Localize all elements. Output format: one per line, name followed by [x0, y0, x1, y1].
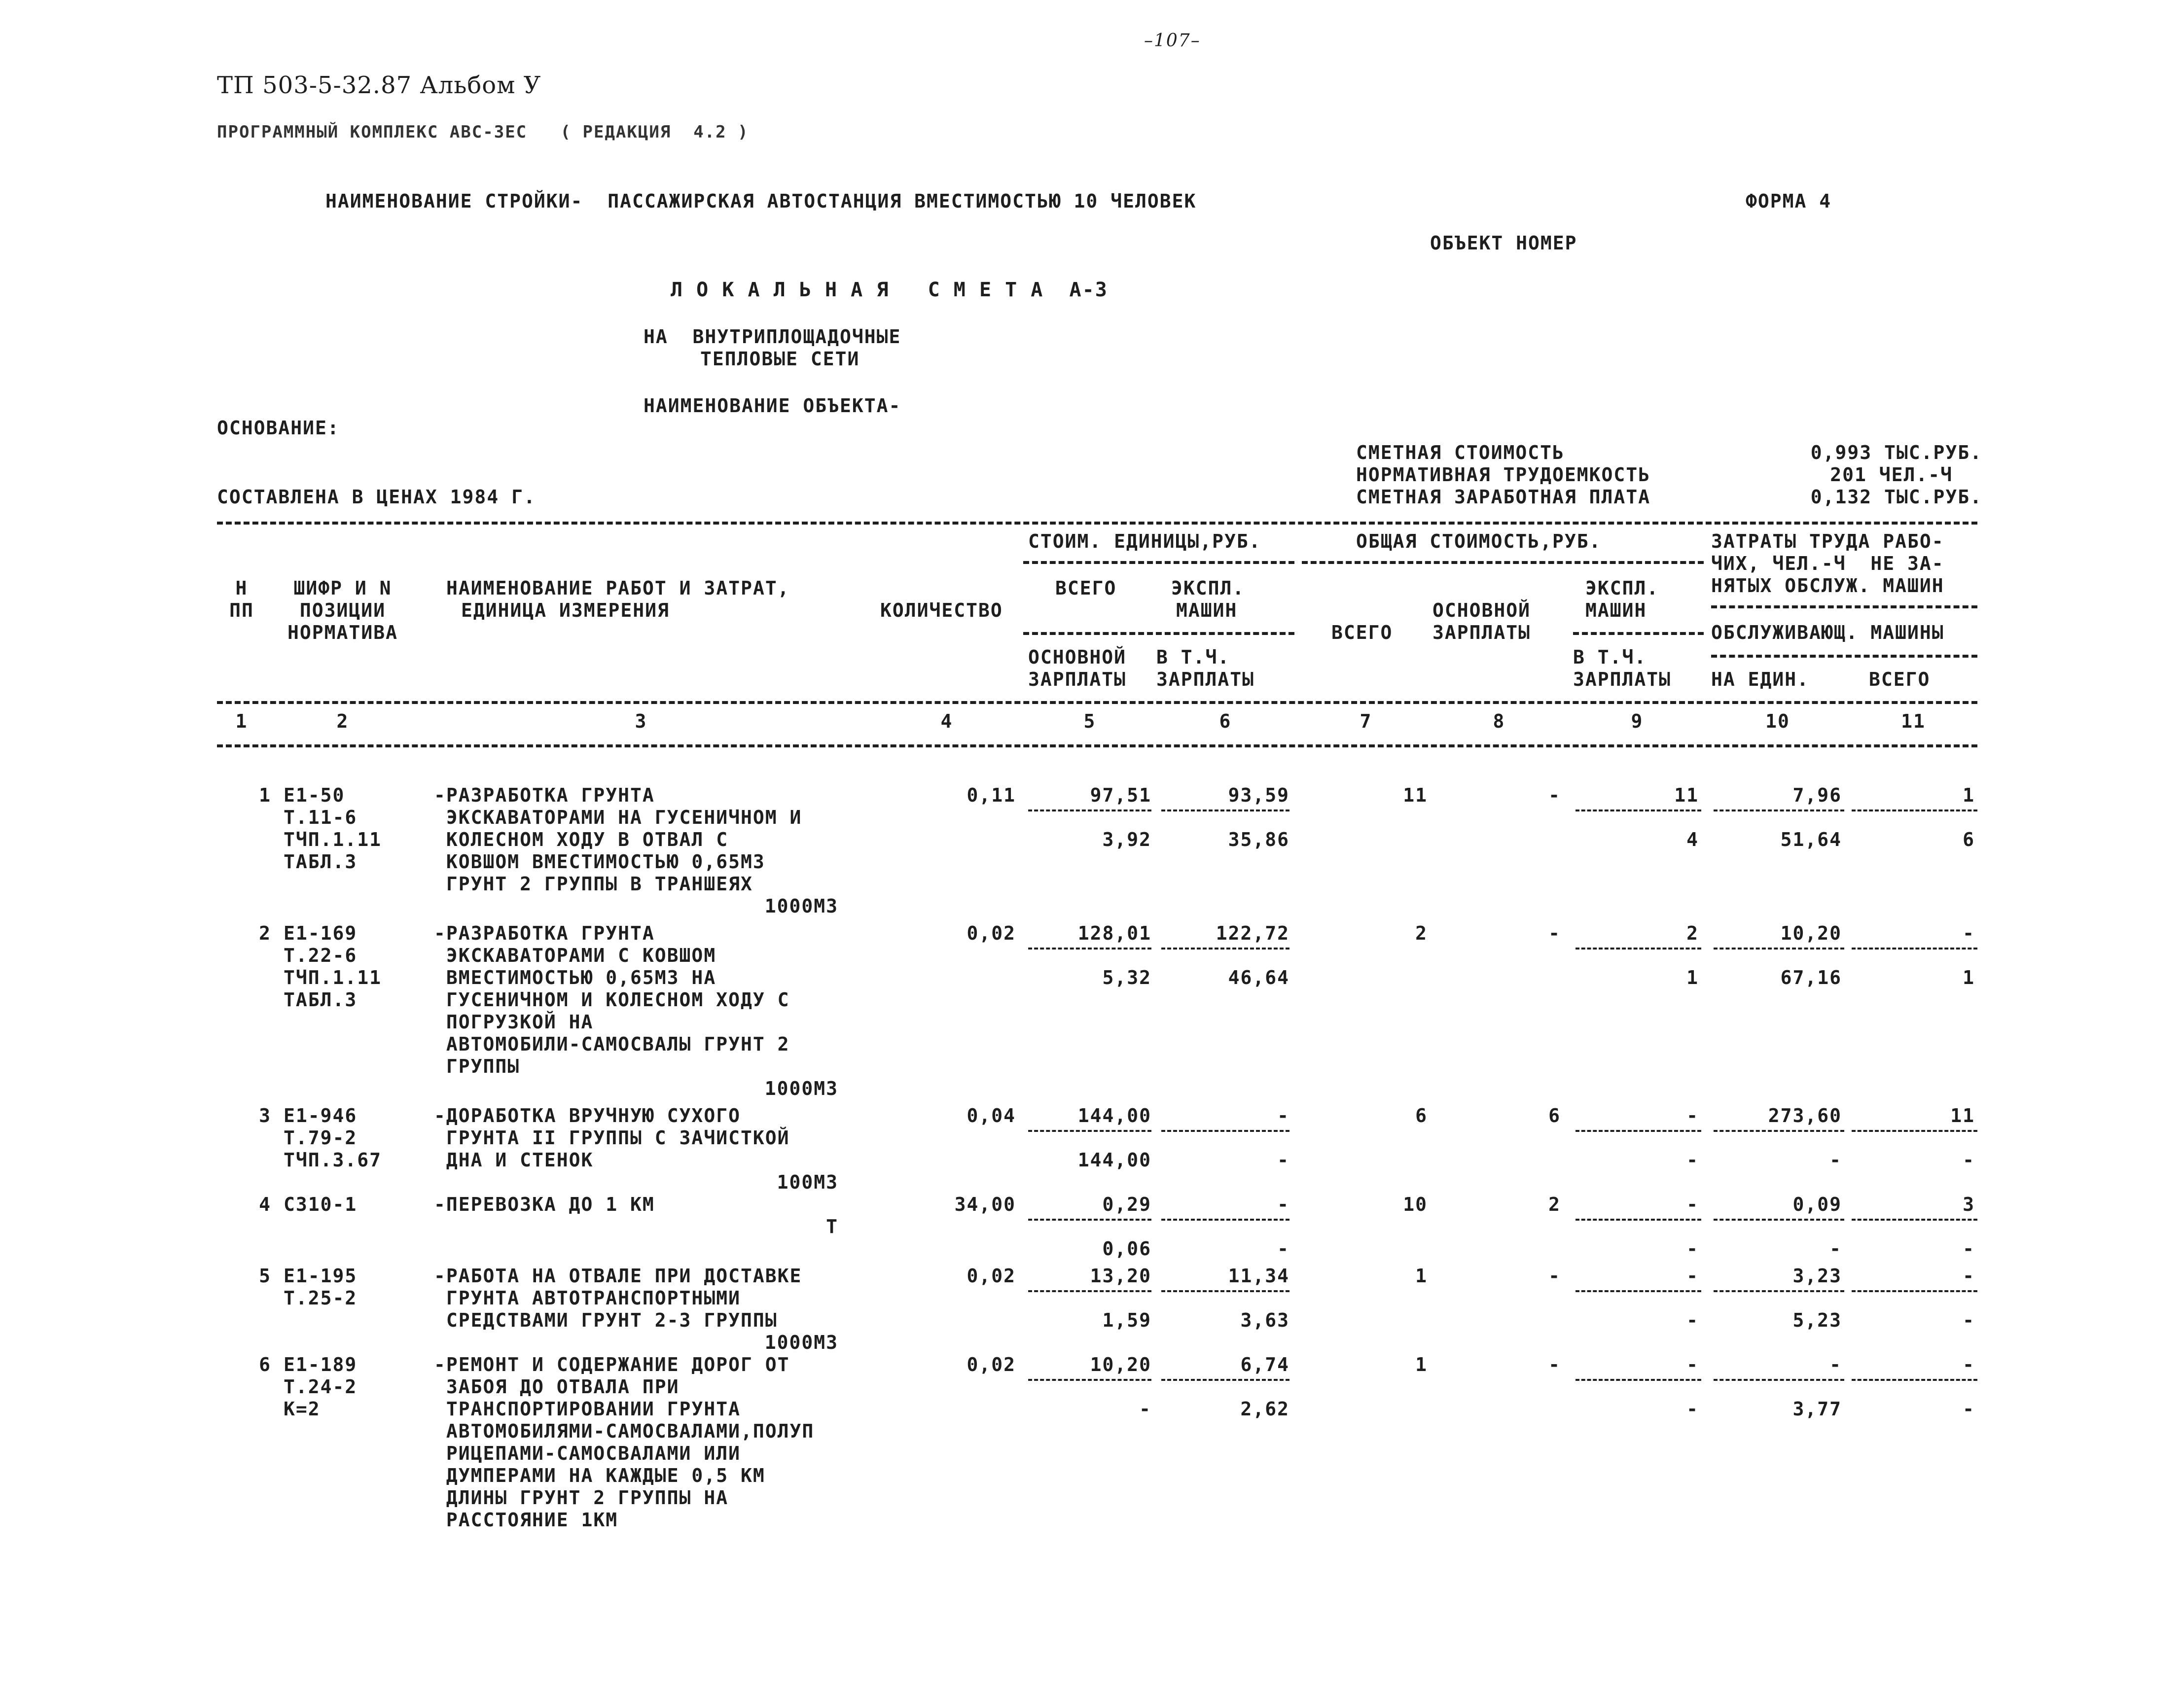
row-labor-total: 1	[1963, 784, 1975, 806]
row-sub-rule	[1852, 809, 1977, 811]
estimate-title: Л О К А Л Ь Н А Я С М Е Т А А-3	[671, 279, 1108, 301]
row-unit-wage: 5,32	[1102, 967, 1151, 988]
header-unit-incl-2: ЗАРПЛАТЫ	[1156, 669, 1255, 690]
row-description: -РАЗРАБОТКА ГРУНТА	[434, 922, 655, 944]
header-total-wage-2: ЗАРПЛАТЫ	[1432, 622, 1531, 643]
row-description: -ПЕРЕВОЗКА ДО 1 КМ	[434, 1194, 655, 1215]
colnum: 6	[1219, 710, 1232, 732]
row-unit-incl-wage: 35,86	[1228, 829, 1289, 850]
row-total-incl-wage: -	[1686, 1238, 1699, 1260]
row-labor-unit: 273,60	[1768, 1105, 1842, 1126]
row-unit-expl: -	[1277, 1105, 1289, 1126]
row-unit-expl: 122,72	[1216, 922, 1289, 944]
row-labor-serv-total: -	[1963, 1309, 1975, 1331]
header-labor-1: ЗАТРАТЫ ТРУДА РАБО-	[1711, 530, 1944, 552]
row-description: АВТОМОБИЛЯМИ-САМОСВАЛАМИ,ПОЛУП	[434, 1420, 815, 1442]
summary-cost-value: 0,993 ТЫС.РУБ.	[1810, 442, 1982, 463]
row-total-expl: 11	[1674, 784, 1699, 806]
header-total-cost: ОБЩАЯ СТОИМОСТЬ,РУБ.	[1356, 530, 1602, 552]
row-number: 5	[259, 1265, 271, 1287]
header-rule-labor-2	[1711, 655, 1977, 658]
row-sub-rule	[1852, 1379, 1977, 1381]
row-code: Т.24-2	[284, 1376, 358, 1398]
row-sub-rule	[1575, 1130, 1701, 1132]
row-total-wage: 2	[1548, 1194, 1561, 1215]
header-rule-total-2	[1573, 632, 1704, 635]
row-labor-unit: 0,09	[1792, 1194, 1842, 1215]
basis-label: ОСНОВАНИЕ:	[217, 417, 340, 439]
object-name: НАИМЕНОВАНИЕ ОБЪЕКТА-	[644, 395, 901, 417]
row-number: 1	[259, 784, 271, 806]
row-unit: 1000М3	[764, 1078, 838, 1099]
row-description: СРЕДСТВАМИ ГРУНТ 2-3 ГРУППЫ	[434, 1309, 778, 1331]
row-code: ТАБЛ.3	[284, 989, 358, 1011]
header-total-expl-1: ЭКСПЛ.	[1585, 577, 1659, 599]
row-labor-serv-unit: 51,64	[1780, 829, 1842, 850]
row-total-wage: -	[1548, 1354, 1561, 1375]
colnum: 3	[635, 710, 647, 732]
row-labor-unit: 3,23	[1792, 1265, 1842, 1287]
row-description: ПОГРУЗКОЙ НА	[434, 1011, 594, 1033]
row-sub-rule	[1852, 948, 1977, 950]
summary-labor-value: 201 ЧЕЛ.-Ч	[1830, 464, 1953, 486]
row-labor-total: -	[1963, 1354, 1975, 1375]
row-description: ГРУНТ 2 ГРУППЫ В ТРАНШЕЯХ	[434, 873, 753, 895]
header-labor-3: НЯТЫХ ОБСЛУЖ. МАШИН	[1711, 575, 1944, 597]
row-quantity: 0,11	[967, 784, 1016, 806]
header-unit-expl-2: МАШИН	[1176, 599, 1238, 621]
row-code: Т.11-6	[284, 807, 358, 828]
row-sub-rule	[1575, 1219, 1701, 1221]
row-sub-rule	[1161, 1219, 1289, 1221]
row-total-all: 1	[1415, 1265, 1428, 1287]
row-quantity: 0,02	[967, 1265, 1016, 1287]
row-sub-rule	[1028, 1379, 1151, 1381]
row-unit-wage: 0,06	[1102, 1238, 1151, 1260]
row-sub-rule	[1028, 1290, 1151, 1292]
row-description: РАССТОЯНИЕ 1КМ	[434, 1509, 618, 1531]
row-description: ЭКСКАВАТОРАМИ НА ГУСЕНИЧНОМ И	[434, 807, 802, 828]
row-sub-rule	[1028, 948, 1151, 950]
header-total-incl-2: ЗАРПЛАТЫ	[1573, 669, 1672, 690]
row-sub-rule	[1714, 948, 1844, 950]
row-labor-unit: 10,20	[1780, 922, 1842, 944]
header-unit-total: ВСЕГО	[1055, 577, 1117, 599]
row-labor-unit: 7,96	[1792, 784, 1842, 806]
header-labor-serv: ОБСЛУЖИВАЮЩ. МАШИНЫ	[1711, 622, 1944, 643]
row-unit: 1000М3	[764, 895, 838, 917]
row-sub-rule	[1575, 1379, 1701, 1381]
row-total-incl-wage: -	[1686, 1398, 1699, 1420]
row-sub-rule	[1575, 948, 1701, 950]
header-col2-line3: НОРМАТИВА	[287, 622, 398, 643]
row-sub-rule	[1161, 1130, 1289, 1132]
row-sub-rule	[1714, 1290, 1844, 1292]
row-unit-wage: -	[1139, 1398, 1151, 1420]
row-unit-expl: 11,34	[1228, 1265, 1289, 1287]
row-total-wage: 6	[1548, 1105, 1561, 1126]
row-code: Е1-195	[284, 1265, 358, 1287]
row-unit: 100М3	[777, 1171, 838, 1193]
form-label: ФОРМА 4	[1746, 190, 1832, 212]
row-code: ТЧП.1.11	[284, 829, 382, 850]
row-total-wage: -	[1548, 1265, 1561, 1287]
header-col3-line1: НАИМЕНОВАНИЕ РАБОТ И ЗАТРАТ,	[446, 577, 790, 599]
row-description: КОВШОМ ВМЕСТИМОСТЬЮ 0,65М3	[434, 851, 765, 873]
row-code: Т.79-2	[284, 1127, 358, 1149]
colnum: 1	[235, 710, 248, 732]
header-unit-expl-1: ЭКСПЛ.	[1171, 577, 1245, 599]
row-unit-incl-wage: -	[1277, 1149, 1289, 1171]
row-total-expl: -	[1686, 1265, 1699, 1287]
header-unit-wage-1: ОСНОВНОЙ	[1028, 646, 1127, 668]
row-labor-unit: -	[1829, 1354, 1842, 1375]
row-code: К=2	[284, 1398, 321, 1420]
row-quantity: 34,00	[954, 1194, 1016, 1215]
row-labor-serv-total: 6	[1963, 829, 1975, 850]
row-description: -РАЗРАБОТКА ГРУНТА	[434, 784, 655, 806]
row-unit-incl-wage: -	[1277, 1238, 1289, 1260]
summary-cost-label: СМЕТНАЯ СТОИМОСТЬ	[1356, 442, 1565, 463]
header-bottom-rule	[217, 744, 1977, 747]
row-description: АВТОМОБИЛИ-САМОСВАЛЫ ГРУНТ 2	[434, 1033, 790, 1055]
row-labor-serv-unit: -	[1829, 1149, 1842, 1171]
row-number: 4	[259, 1194, 271, 1215]
colnum: 9	[1631, 710, 1644, 732]
row-labor-serv-total: 1	[1963, 967, 1975, 988]
header-labor-2: ЧИХ, ЧЕЛ.-Ч НЕ ЗА-	[1711, 553, 1944, 574]
row-sub-rule	[1714, 809, 1844, 811]
header-labor-total: ВСЕГО	[1869, 669, 1931, 690]
subtitle-line-2: ТЕПЛОВЫЕ СЕТИ	[700, 348, 860, 370]
row-description: -РЕМОНТ И СОДЕРЖАНИЕ ДОРОГ ОТ	[434, 1354, 790, 1375]
row-sub-rule	[1852, 1290, 1977, 1292]
row-sub-rule	[1161, 1379, 1289, 1381]
program-line: ПРОГРАММНЫЙ КОМПЛЕКС АВС-3ЕС ( РЕДАКЦИЯ 4.2 )	[217, 122, 749, 142]
header-total-all: ВСЕГО	[1331, 622, 1393, 643]
row-total-wage: -	[1548, 922, 1561, 944]
row-code: Т.25-2	[284, 1287, 358, 1309]
row-total-expl: -	[1686, 1194, 1699, 1215]
row-quantity: 0,02	[967, 1354, 1016, 1375]
row-sub-rule	[1028, 1130, 1151, 1132]
row-description: РИЦЕПАМИ-САМОСВАЛАМИ ИЛИ	[434, 1443, 741, 1464]
row-unit-total: 97,51	[1090, 784, 1151, 806]
row-code: С310-1	[284, 1194, 358, 1215]
row-total-wage: -	[1548, 784, 1561, 806]
row-quantity: 0,02	[967, 922, 1016, 944]
row-total-all: 2	[1415, 922, 1428, 944]
row-unit-expl: 6,74	[1240, 1354, 1289, 1375]
row-unit-incl-wage: 2,62	[1240, 1398, 1289, 1420]
row-unit-wage: 3,92	[1102, 829, 1151, 850]
row-code: ТАБЛ.3	[284, 851, 358, 873]
row-sub-rule	[1161, 1290, 1289, 1292]
row-number: 3	[259, 1105, 271, 1126]
header-total-expl-2: МАШИН	[1585, 599, 1647, 621]
row-total-incl-wage: 4	[1686, 829, 1699, 850]
row-sub-rule	[1714, 1219, 1844, 1221]
construction-name: НАИМЕНОВАНИЕ СТРОЙКИ- ПАССАЖИРСКАЯ АВТОСТАНЦИЯ ВМЕСТИМОСТЬЮ 10 ЧЕЛОВЕК	[325, 190, 1197, 212]
row-sub-rule	[1161, 809, 1289, 811]
row-sub-rule	[1028, 809, 1151, 811]
header-rule-labor	[1711, 605, 1977, 608]
row-total-expl: 2	[1686, 922, 1699, 944]
row-sub-rule	[1714, 1379, 1844, 1381]
row-number: 6	[259, 1354, 271, 1375]
row-code: Е1-169	[284, 922, 358, 944]
row-labor-total: 11	[1950, 1105, 1975, 1126]
row-sub-rule	[1161, 948, 1289, 950]
row-labor-serv-total: -	[1963, 1238, 1975, 1260]
row-unit-wage: 144,00	[1077, 1149, 1151, 1171]
header-col2-line2: ПОЗИЦИИ	[299, 599, 386, 621]
row-description: ГУСЕНИЧНОМ И КОЛЕСНОМ ХОДУ С	[434, 989, 790, 1011]
row-unit-total: 144,00	[1077, 1105, 1151, 1126]
header-rule-unit-2	[1023, 632, 1294, 635]
row-labor-total: -	[1963, 922, 1975, 944]
summary-wage-label: СМЕТНАЯ ЗАРАБОТНАЯ ПЛАТА	[1356, 486, 1651, 508]
row-total-incl-wage: -	[1686, 1149, 1699, 1171]
subtitle-line-1: НА ВНУТРИПЛОЩАДОЧНЫЕ	[644, 326, 901, 348]
row-code: ТЧП.3.67	[284, 1149, 382, 1171]
row-unit-total: 13,20	[1090, 1265, 1151, 1287]
header-quantity: КОЛИЧЕСТВО	[880, 599, 1003, 621]
row-labor-total: 3	[1963, 1194, 1975, 1215]
row-description: -ДОРАБОТКА ВРУЧНУЮ СУХОГО	[434, 1105, 741, 1126]
summary-labor-label: НОРМАТИВНАЯ ТРУДОЕМКОСТЬ	[1356, 464, 1651, 486]
row-description: ЭКСКАВАТОРАМИ С КОВШОМ	[434, 945, 716, 966]
colnum: 4	[940, 710, 953, 732]
album-reference: ТП 503-5-32.87 Альбом У	[217, 71, 541, 99]
colnum: 11	[1901, 710, 1926, 732]
row-unit: Т	[826, 1216, 838, 1237]
colnum: 10	[1765, 710, 1790, 732]
row-unit-incl-wage: 3,63	[1240, 1309, 1289, 1331]
colnum: 2	[336, 710, 349, 732]
object-number: ОБЪЕКТ НОМЕР	[1430, 232, 1577, 254]
row-labor-serv-unit: -	[1829, 1238, 1842, 1260]
colnum: 8	[1493, 710, 1505, 732]
row-code: Е1-50	[284, 784, 345, 806]
colnum: 5	[1083, 710, 1096, 732]
row-code: ТЧП.1.11	[284, 967, 382, 988]
row-total-all: 10	[1403, 1194, 1428, 1215]
header-col1-line2: ПП	[229, 599, 254, 621]
row-total-all: 11	[1403, 784, 1428, 806]
row-description: ТРАНСПОРТИРОВАНИИ ГРУНТА	[434, 1398, 741, 1420]
row-labor-serv-total: -	[1963, 1149, 1975, 1171]
header-col2-line1: ШИФР И N	[293, 577, 392, 599]
row-description: КОЛЕСНОМ ХОДУ В ОТВАЛ С	[434, 829, 729, 850]
row-number: 2	[259, 922, 271, 944]
row-description: ВМЕСТИМОСТЬЮ 0,65М3 НА	[434, 967, 716, 988]
row-total-all: 6	[1415, 1105, 1428, 1126]
header-rule-unit	[1023, 561, 1294, 564]
row-description: -РАБОТА НА ОТВАЛЕ ПРИ ДОСТАВКЕ	[434, 1265, 802, 1287]
row-labor-serv-unit: 3,77	[1792, 1398, 1842, 1420]
page-number: –107–	[1144, 31, 1201, 51]
row-description: ДУМПЕРАМИ НА КАЖДЫЕ 0,5 КМ	[434, 1465, 765, 1486]
row-unit-total: 10,20	[1090, 1354, 1151, 1375]
header-col1-line1: Н	[235, 577, 248, 599]
row-description: ГРУППЫ	[434, 1056, 520, 1077]
row-labor-serv-total: -	[1963, 1398, 1975, 1420]
row-sub-rule	[1852, 1130, 1977, 1132]
row-code: Е1-189	[284, 1354, 358, 1375]
header-total-incl-1: В Т.Ч.	[1573, 646, 1647, 668]
header-col3-line2: ЕДИНИЦА ИЗМЕРЕНИЯ	[461, 599, 670, 621]
row-labor-total: -	[1963, 1265, 1975, 1287]
summary-wage-value: 0,132 ТЫС.РУБ.	[1810, 486, 1982, 508]
row-code: Е1-946	[284, 1105, 358, 1126]
row-sub-rule	[1028, 1219, 1151, 1221]
row-total-expl: -	[1686, 1354, 1699, 1375]
row-unit-incl-wage: 46,64	[1228, 967, 1289, 988]
colnum: 7	[1360, 710, 1372, 732]
header-unit-incl-1: В Т.Ч.	[1156, 646, 1230, 668]
row-description: ЗАБОЯ ДО ОТВАЛА ПРИ	[434, 1376, 680, 1398]
row-sub-rule	[1575, 1290, 1701, 1292]
header-labor-unit: НА ЕДИН.	[1711, 669, 1810, 690]
row-unit-wage: 1,59	[1102, 1309, 1151, 1331]
row-total-incl-wage: 1	[1686, 967, 1699, 988]
header-mid-rule	[217, 701, 1977, 704]
header-rule-total	[1302, 561, 1704, 564]
row-description: ДНА И СТЕНОК	[434, 1149, 594, 1171]
row-labor-serv-unit: 5,23	[1792, 1309, 1842, 1331]
row-sub-rule	[1575, 809, 1701, 811]
row-unit-expl: -	[1277, 1194, 1289, 1215]
row-description: ГРУНТА АВТОТРАНСПОРТНЫМИ	[434, 1287, 741, 1309]
row-sub-rule	[1852, 1219, 1977, 1221]
row-description: ГРУНТА II ГРУППЫ С ЗАЧИСТКОЙ	[434, 1127, 790, 1149]
row-unit-expl: 93,59	[1228, 784, 1289, 806]
prices-note: СОСТАВЛЕНА В ЦЕНАХ 1984 Г.	[217, 486, 536, 508]
row-unit: 1000М3	[764, 1332, 838, 1353]
row-total-incl-wage: -	[1686, 1309, 1699, 1331]
row-code: Т.22-6	[284, 945, 358, 966]
row-unit-total: 0,29	[1102, 1194, 1151, 1215]
row-total-expl: -	[1686, 1105, 1699, 1126]
row-description: ДЛИНЫ ГРУНТ 2 ГРУППЫ НА	[434, 1487, 729, 1509]
header-unit-cost: СТОИМ. ЕДИНИЦЫ,РУБ.	[1028, 530, 1261, 552]
header-total-wage-1: ОСНОВНОЙ	[1432, 599, 1531, 621]
row-labor-serv-unit: 67,16	[1780, 967, 1842, 988]
header-unit-wage-2: ЗАРПЛАТЫ	[1028, 669, 1127, 690]
row-quantity: 0,04	[967, 1105, 1016, 1126]
row-unit-total: 128,01	[1077, 922, 1151, 944]
row-sub-rule	[1714, 1130, 1844, 1132]
header-top-rule	[217, 522, 1977, 525]
row-total-all: 1	[1415, 1354, 1428, 1375]
